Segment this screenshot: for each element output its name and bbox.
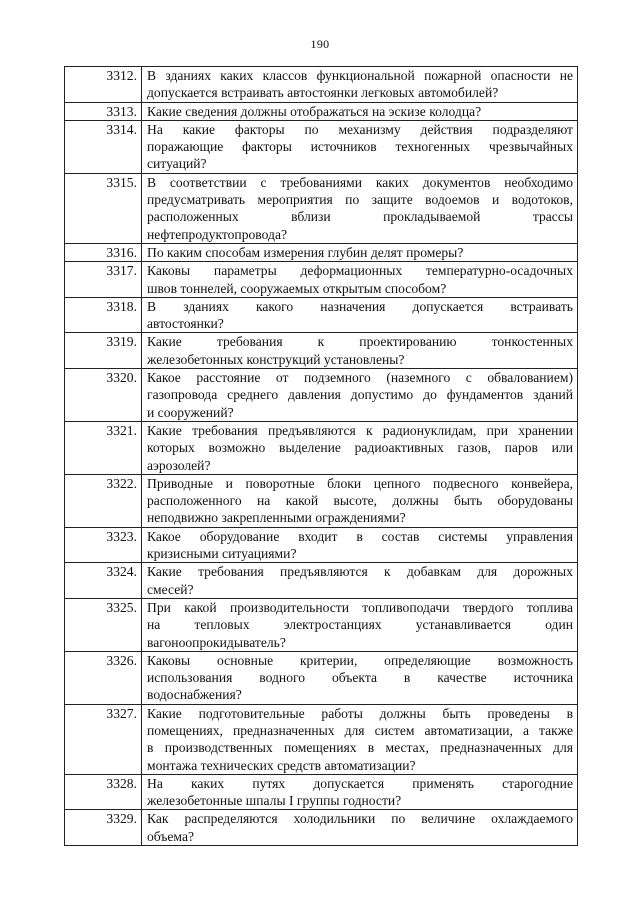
question-line: на тепловых электростанциях устанавливается один: [147, 617, 573, 633]
question-line: Какие сведения должны отображаться на эскизе колодца?: [147, 103, 482, 119]
question-number: 3323.: [65, 527, 142, 563]
question-line: аэрозолей?: [147, 457, 211, 473]
question-text: [142, 262, 578, 298]
question-line: допускается встраивать автостоянки легковых автомобилей?: [147, 85, 499, 101]
table-row: [65, 120, 578, 173]
question-number: 3312.: [65, 67, 142, 103]
table-row: [65, 173, 578, 243]
question-line: На каких путях допускается применять старогодние: [147, 775, 573, 791]
table-row: [65, 262, 578, 298]
question-line: которых возможно выделение радиоактивных газов, паров или: [147, 440, 573, 456]
question-text: [142, 297, 578, 333]
question-line: В соответствии с требованиями каких документов необходимо: [147, 174, 573, 190]
page-number: 190: [310, 37, 330, 51]
question-line: Приводные и поворотные блоки цепного подвесного конвейера,: [147, 475, 573, 491]
question-line: водоснабжения?: [147, 687, 242, 703]
question-text: [142, 173, 578, 243]
table-row: [65, 297, 578, 333]
question-line: Каковы основные критерии, определяющие возможность: [147, 652, 573, 668]
question-line: смесей?: [147, 581, 194, 597]
question-line: предусматривать мероприятия по защите водоемов и водотоков,: [147, 192, 573, 208]
question-line: автостоянки?: [147, 316, 224, 332]
question-line: вагоноопрокидыватель?: [147, 634, 286, 650]
question-line: объема?: [147, 828, 195, 844]
table-row: [65, 369, 578, 422]
question-text: [142, 369, 578, 422]
question-number: 3322.: [65, 474, 142, 527]
question-text: [142, 704, 578, 774]
question-text: [142, 810, 578, 846]
question-line: Какие подготовительные работы должны быть проведены в: [147, 705, 573, 721]
table-row: [65, 243, 578, 261]
question-line: железобетонных конструкций установлены?: [147, 351, 405, 367]
question-line: помещениях, предназначенных для систем автоматизации, а также: [147, 722, 573, 738]
question-line: Какие требования предъявляются к радионуклидам, при хранении: [147, 422, 573, 438]
table-row: [65, 67, 578, 103]
table-row: [65, 474, 578, 527]
questions-table: [64, 66, 578, 846]
question-text: [142, 774, 578, 810]
table-row: [65, 651, 578, 704]
question-text: [142, 333, 578, 369]
question-line: Как распределяются холодильники по величине охлаждаемого: [147, 811, 573, 827]
question-line: использования водного объекта в качестве источника: [147, 670, 573, 686]
question-text: [142, 421, 578, 474]
question-line: Какое расстояние от подземного (наземного с обвалованием): [147, 370, 573, 386]
question-line: кризисными ситуациями?: [147, 546, 297, 562]
question-number: 3329.: [65, 810, 142, 846]
table-row: [65, 598, 578, 651]
question-text: [142, 527, 578, 563]
question-number: 3314.: [65, 120, 142, 173]
question-line: газопровода среднего давления допустимо до фундаментов зданий: [147, 387, 573, 403]
question-line: В зданиях каких классов функциональной пожарной опасности не: [147, 68, 573, 83]
question-number: 3326.: [65, 651, 142, 704]
table-row: [65, 421, 578, 474]
table-row: [65, 810, 578, 846]
question-text: [142, 563, 578, 599]
question-line: железобетонные шпалы I группы годности?: [147, 793, 402, 809]
question-number: 3317.: [65, 262, 142, 298]
question-line: швов тоннелей, сооружаемых открытым способом?: [147, 280, 447, 296]
question-line: расположенного на какой высоте, должны быть оборудованы: [147, 493, 573, 509]
table-row: [65, 333, 578, 369]
question-number: 3321.: [65, 421, 142, 474]
question-text: [142, 651, 578, 704]
question-number: 3318.: [65, 297, 142, 333]
question-number: 3327.: [65, 704, 142, 774]
question-number: 3313.: [65, 102, 142, 120]
table-row: [65, 704, 578, 774]
question-line: На какие факторы по механизму действия подразделяют: [147, 121, 573, 137]
question-line: нефтепродуктопровода?: [147, 226, 288, 242]
question-line: монтажа технических средств автоматизации?: [147, 757, 416, 773]
question-line: В зданиях какого назначения допускается встраивать: [147, 298, 573, 314]
question-line: в производственных помещениях в местах, предназначенных для: [147, 740, 573, 756]
question-number: 3320.: [65, 369, 142, 422]
question-line: поражающие факторы источников техногенных чрезвычайных: [147, 139, 573, 155]
question-line: ситуаций?: [147, 156, 207, 172]
question-line: По каким способам измерения глубин делят промеры?: [147, 244, 464, 260]
question-number: 3315.: [65, 173, 142, 243]
question-line: Каковы параметры деформационных температурно-осадочных: [147, 263, 573, 279]
question-line: расположенных вблизи прокладываемой трассы: [147, 209, 573, 225]
question-text: [142, 598, 578, 651]
question-line: Какое оборудование входит в состав системы управления: [147, 528, 573, 544]
question-line: Какие требования предъявляются к добавкам для дорожных: [147, 564, 573, 580]
question-number: 3316.: [65, 243, 142, 261]
question-text: [142, 102, 578, 120]
table-row: [65, 774, 578, 810]
question-line: неподвижно закрепленными ограждениями?: [147, 510, 406, 526]
table-row: [65, 563, 578, 599]
question-line: При какой производительности топливоподачи твердого топлива: [147, 599, 573, 615]
question-text: [142, 243, 578, 261]
question-number: 3324.: [65, 563, 142, 599]
question-number: 3325.: [65, 598, 142, 651]
questions-table-body: [65, 67, 578, 846]
question-number: 3319.: [65, 333, 142, 369]
question-line: и сооружений?: [147, 404, 234, 420]
question-text: [142, 120, 578, 173]
question-text: [142, 474, 578, 527]
question-line: Какие требования к проектированию тонкостенных: [147, 334, 573, 350]
table-row: [65, 102, 578, 120]
table-row: [65, 527, 578, 563]
question-number: 3328.: [65, 774, 142, 810]
question-text: [142, 67, 578, 103]
